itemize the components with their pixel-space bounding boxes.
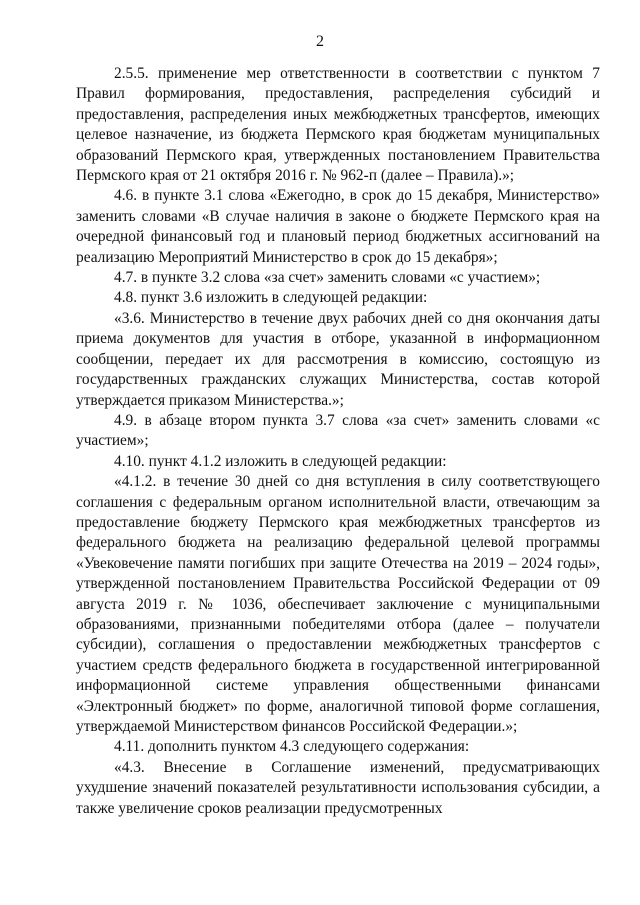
paragraph-4-3-quote: «4.3. Внесение в Соглашение изменений, предусматривающих ухудшение значений показателей результативности использования субсидии, а также увеличение сроков реализации предусмотренных (76, 758, 600, 817)
paragraph-3-6-quote: «3.6. Министерство в течение двух рабочих дней со дня окончания даты приема документов для участия в отборе, указанной в информационном сообщении, передает их для рассмотрения в комиссию, состоящую из государственных гражданских служащих Министерства, состав которой утверждается приказом Министерства.»; (76, 309, 600, 409)
paragraph-4-1-2-quote: «4.1.2. в течение 30 дней со дня вступления в силу соответствующего соглашения с федеральным органом исполнительной власти, отвечающим за предоставление бюджету Пермского края межбюджетных трансфертов из федерального бюджета на реализацию федеральной целевой программы «Увековечение памяти погибших при защите Отечества на 2019 – 2024 годы», утвержденной постановлением Правительства Российской Федерации от 09 августа 2019 г. № 1036, обеспечивает заключение с муниципальными образованиями, признанными победителями отбора (далее – получатели субсидии), соглашения о предоставлении межбюджетных трансфертов с участием средств федерального бюджета в государственной интегрированной информационной системе управления общественными финансами «Электронный бюджет» по форме, аналогичной типовой форме соглашения, утверждаемой Министерством финансов Российской Федерации.»; (76, 473, 600, 735)
paragraph-4-6: 4.6. в пункте 3.1 слова «Ежегодно, в срок до 15 декабря, Министерство» заменить словами «В случае наличия в законе о бюджете Пермского края на очередной финансовый год и плановый период бюджетных ассигнований на реализацию Мероприятий Министерство в срок до 15 декабря»; (76, 187, 600, 266)
paragraph-4-7: 4.7. в пункте 3.2 слова «за счет» заменить словами «с участием»; (114, 269, 541, 287)
paragraph-4-9: 4.9. в абзаце втором пункта 3.7 слова «за счет» заменить словами «с участием»; (76, 411, 600, 450)
document-body (76, 64, 600, 819)
paragraph-2-5-5: 2.5.5. применение мер ответственности в соответствии с пунктом 7 Правил формирования, предоставления, распределения субсидий и предоставления, распределения иных межбюджетных трансфертов, имеющих целевое назначение, из бюджета Пермского края бюджетам муниципальных образований Пермского края, утвержденных постановлением Правительства Пермского края от 21 октября 2016 г. № 962-п (далее – Правила).»; (76, 65, 600, 185)
page-number: 2 (316, 33, 324, 50)
paragraph-4-8: 4.8. пункт 3.6 изложить в следующей редакции: (114, 289, 428, 307)
paragraph-4-10: 4.10. пункт 4.1.2 изложить в следующей редакции: (114, 452, 447, 470)
paragraph-4-11: 4.11. дополнить пунктом 4.3 следующего содержания: (114, 738, 470, 756)
